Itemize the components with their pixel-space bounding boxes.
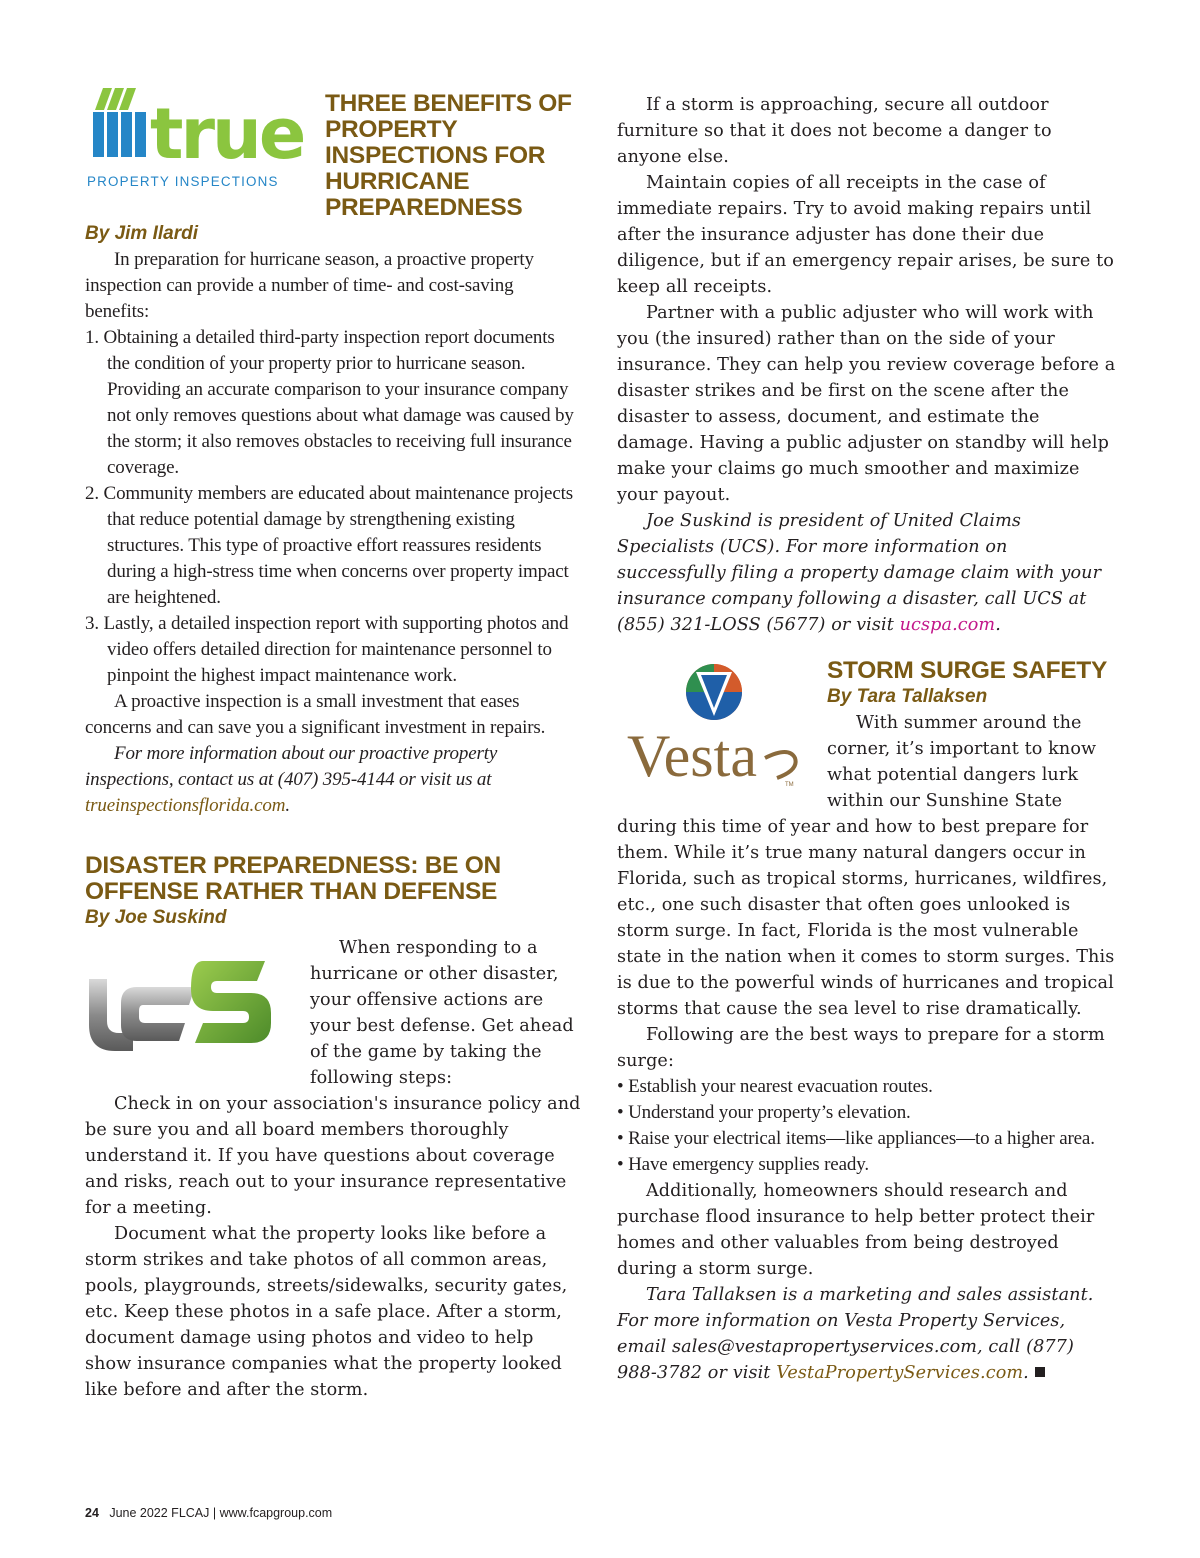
issue-label: June 2022 FLCAJ xyxy=(109,1506,210,1520)
article3-byline: By Tara Tallaksen xyxy=(827,686,988,707)
article1-title-line: THREE BENEFITS OF xyxy=(325,90,572,117)
article-three-benefits-header xyxy=(85,88,581,247)
article3-bullet-list xyxy=(617,1074,1117,1178)
list-item: • Establish your nearest evacuation routes. xyxy=(617,1076,933,1097)
article1-contact xyxy=(85,741,581,819)
true-logo-graphic xyxy=(85,88,310,198)
article1-title-line: HURRICANE xyxy=(325,168,470,195)
list-item: • Raise your electrical items—like appliances—to a higher area. xyxy=(617,1128,1095,1149)
article2-intro: When responding to a hurricane or other disaster, your offensive actions are your best defense. Get ahead of the game by taking the following steps: xyxy=(310,938,574,1088)
article1-title-line: INSPECTIONS FOR xyxy=(325,142,546,169)
true-property-inspections-logo xyxy=(85,88,310,198)
true-logo-tagline: PROPERTY INSPECTIONS xyxy=(87,174,279,189)
article2-title xyxy=(85,853,581,905)
article3-link[interactable]: VestaPropertyServices.com xyxy=(776,1363,1024,1383)
article1-intro: In preparation for hurricane season, a proactive property inspection can provide a number of time- and cost-saving benefits: xyxy=(85,249,534,322)
vesta-logo-word: Vesta xyxy=(627,723,757,789)
list-item: 3. Lastly, a detailed inspection report with supporting photos and video offers detailed direction for maintenance personnel to pinpoint the highest impact maintenance work. xyxy=(85,613,569,686)
vesta-logo xyxy=(617,658,812,798)
article2-paragraph: Partner with a public adjuster who will work with you (the insured) rather than on the side of your insurance. They can help you review coverage before a disaster strikes and be first on the scene after the disaster to assess, document, and estimate the damage. Having a public adjuster on standby will help make your claims go much smoother and maximize your payout. xyxy=(617,303,1116,505)
article2-link[interactable]: ucspa.com xyxy=(899,615,996,635)
page-footer xyxy=(85,1506,332,1520)
article1-link-end: . xyxy=(285,795,290,816)
article1-title-line: PREPAREDNESS xyxy=(325,194,523,221)
left-column xyxy=(85,88,581,1403)
article1-contact-text: For more information about our proactive property inspections, contact us at (407) 395-4144 or visit us at xyxy=(85,743,498,790)
true-logo-word: true xyxy=(150,93,304,175)
article2-paragraph: Document what the property looks like before a storm strikes and take photos of all common areas, pools, playgrounds, streets/sidewalks, security gates, etc. Keep these photos in a safe place. After a storm, document damage using photos and video to help show insurance companies what the property looked like before and after the storm. xyxy=(85,1224,568,1400)
article2-bio xyxy=(617,508,1117,638)
article3-bio xyxy=(617,1282,1117,1386)
vesta-logo-graphic xyxy=(617,658,812,798)
article3-lead: Following are the best ways to prepare for a storm surge: xyxy=(617,1025,1105,1071)
right-column xyxy=(617,92,1117,1386)
article1-title-line: PROPERTY xyxy=(325,116,458,143)
article3-intro-block xyxy=(617,658,1117,1022)
article3-bio-text: Tara Tallaksen is a marketing and sales assistant. For more information on Vesta Property Services, email sales@vestapropertyservices.com, call (877) 988-3782 or visit xyxy=(617,1285,1094,1383)
article2-bio-text: Joe Suskind is president of United Claims Specialists (UCS). For more information on successfully filing a property damage claim with your insurance company following a disaster, call UCS at (855) 321-LOSS (5677) or visit xyxy=(617,511,1102,635)
article1-byline: By Jim Ilardi xyxy=(85,223,198,244)
article3-link-end: . xyxy=(1023,1363,1029,1383)
article2-intro-block xyxy=(85,933,581,1091)
article1-benefits-list xyxy=(85,325,581,689)
article2-title-line: DISASTER PREPAREDNESS: BE ON xyxy=(85,852,501,879)
page-number: 24 xyxy=(85,1506,99,1520)
article3-closing: Additionally, homeowners should research and purchase flood insurance to help better protect their homes and other valuables from being destroyed during a storm surge. xyxy=(617,1181,1095,1279)
article2-paragraph: If a storm is approaching, secure all outdoor furniture so that it does not become a danger to anyone else. xyxy=(617,95,1052,167)
article2-byline: By Joe Suskind xyxy=(85,907,227,928)
vesta-logo-tm: TM xyxy=(785,782,794,788)
article1-link[interactable]: trueinspectionsflorida.com xyxy=(85,795,286,816)
list-item: • Have emergency supplies ready. xyxy=(617,1154,869,1175)
ucs-logo xyxy=(85,951,295,1066)
end-of-article-mark xyxy=(1035,1367,1045,1377)
list-item: • Understand your property’s elevation. xyxy=(617,1102,911,1123)
list-item: 1. Obtaining a detailed third-party inspection report documents the condition of your property prior to hurricane season. Providing an accurate comparison to your insurance company not only removes questions about what damage was caused by the storm; it also removes obstacles to receiving full insurance coverage. xyxy=(85,327,574,478)
article3-intro: With summer around the corner, it’s important to know what potential dangers lurk within our Sunshine State during this time of year and how to best prepare for them. While it’s true many natural dangers occur in Florida, such as tropical storms, hurricanes, wildfires, etc., one such disaster that often goes unlooked is storm surge. In fact, Florida is the most vulnerable state in the nation when it comes to storm surges. This is due to the powerful winds of hurricanes and tropical storms that cause the sea level to rise dramatically. xyxy=(617,713,1115,1019)
footer-separator: | xyxy=(212,1506,217,1520)
list-item: 2. Community members are educated about maintenance projects that reduce potential damage by strengthening existing structures. This type of proactive effort reassures residents during a high-stress time when concerns over property impact are heightened. xyxy=(85,483,573,608)
article2-title-line: OFFENSE RATHER THAN DEFENSE xyxy=(85,878,498,905)
article2-paragraph: Maintain copies of all receipts in the case of immediate repairs. Try to avoid making repairs until after the insurance adjuster has done their due diligence, but if an emergency repair arises, be sure to keep all receipts. xyxy=(617,173,1114,297)
article3-title: STORM SURGE SAFETY xyxy=(827,657,1108,684)
article1-closing: A proactive inspection is a small investment that eases concerns and can save you a significant investment in repairs. xyxy=(85,691,546,738)
article2-paragraph: Check in on your association's insurance policy and be sure you and all board members thoroughly understand it. If you have questions about coverage and risks, reach out to your insurance representative for a meeting. xyxy=(85,1094,581,1218)
ucs-logo-graphic xyxy=(85,951,295,1066)
article2-link-end: . xyxy=(995,615,1001,635)
footer-url[interactable]: www.fcapgroup.com xyxy=(219,1506,333,1520)
